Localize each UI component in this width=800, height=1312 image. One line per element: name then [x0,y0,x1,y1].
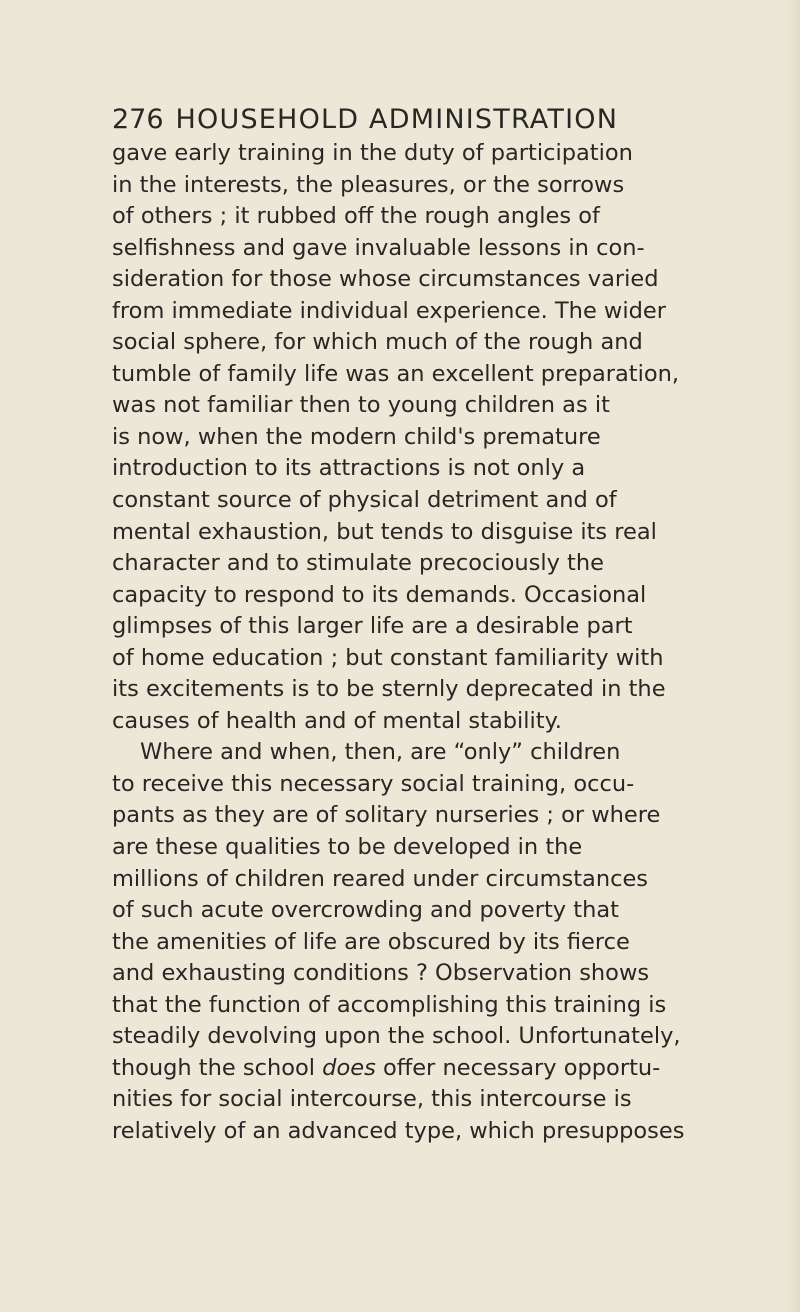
emphasized-word: does [322,1054,376,1081]
text-line: selfishness and gave invaluable lessons in con- [112,234,645,261]
text-line: of such acute overcrowding and poverty that [112,897,619,924]
text-line: millions of children reared under circumstances [112,865,649,892]
text-line: capacity to respond to its demands. Occasional [112,581,647,608]
text-line: pants as they are of solitary nurseries ; or where [112,802,661,829]
text-line: constant source of physical detriment and of [112,487,617,514]
text-line: in the interests, the pleasures, or the sorrows [112,171,625,198]
text-line: are these qualities to be developed in the [112,834,583,861]
text-line: was not familiar then to young children as it [112,392,610,419]
text-line: gave early training in the duty of participation [112,140,633,166]
line-segment: though the school [112,1054,323,1081]
paragraph-start-line: Where and when, then, are “only” children [140,739,621,766]
line-segment: offer necessary opportu- [375,1054,661,1081]
body-text [112,138,792,1148]
text-line: steadily devolving upon the school. Unfortunately, [112,1023,681,1050]
text-line: is now, when the modern child's premature [112,423,601,450]
text-line: of others ; it rubbed off the rough angles of [112,203,600,230]
text-line-with-emphasis [112,1053,792,1085]
text-line: tumble of family life was an excellent preparation, [112,360,680,387]
text-line: mental exhaustion, but tends to disguise its real [112,518,657,545]
text-line: nities for social intercourse, this intercourse is [112,1086,632,1113]
text-line: its excitements is to be sternly deprecated in the [112,676,666,703]
text-line: of home education ; but constant familiarity with [112,644,664,671]
text-line: sideration for those whose circumstances varied [112,266,659,293]
text-line: glimpses of this larger life are a desirable part [112,613,633,640]
text-line: to receive this necessary social training, occu- [112,770,635,797]
page-number: 276 [112,104,164,135]
text-line: and exhausting conditions ? Observation shows [112,960,650,987]
text-line: causes of health and of mental stability. [112,707,562,734]
text-line: the amenities of life are obscured by its fierce [112,928,630,955]
text-line: from immediate individual experience. The wider [112,297,666,324]
text-line: social sphere, for which much of the rough and [112,329,643,356]
running-title: HOUSEHOLD ADMINISTRATION [175,104,619,135]
text-line: character and to stimulate precociously the [112,550,604,577]
text-line: relatively of an advanced type, which presupposes [112,1117,685,1144]
text-line: that the function of accomplishing this training is [112,991,667,1018]
text-line: introduction to its attractions is not only a [112,455,586,482]
